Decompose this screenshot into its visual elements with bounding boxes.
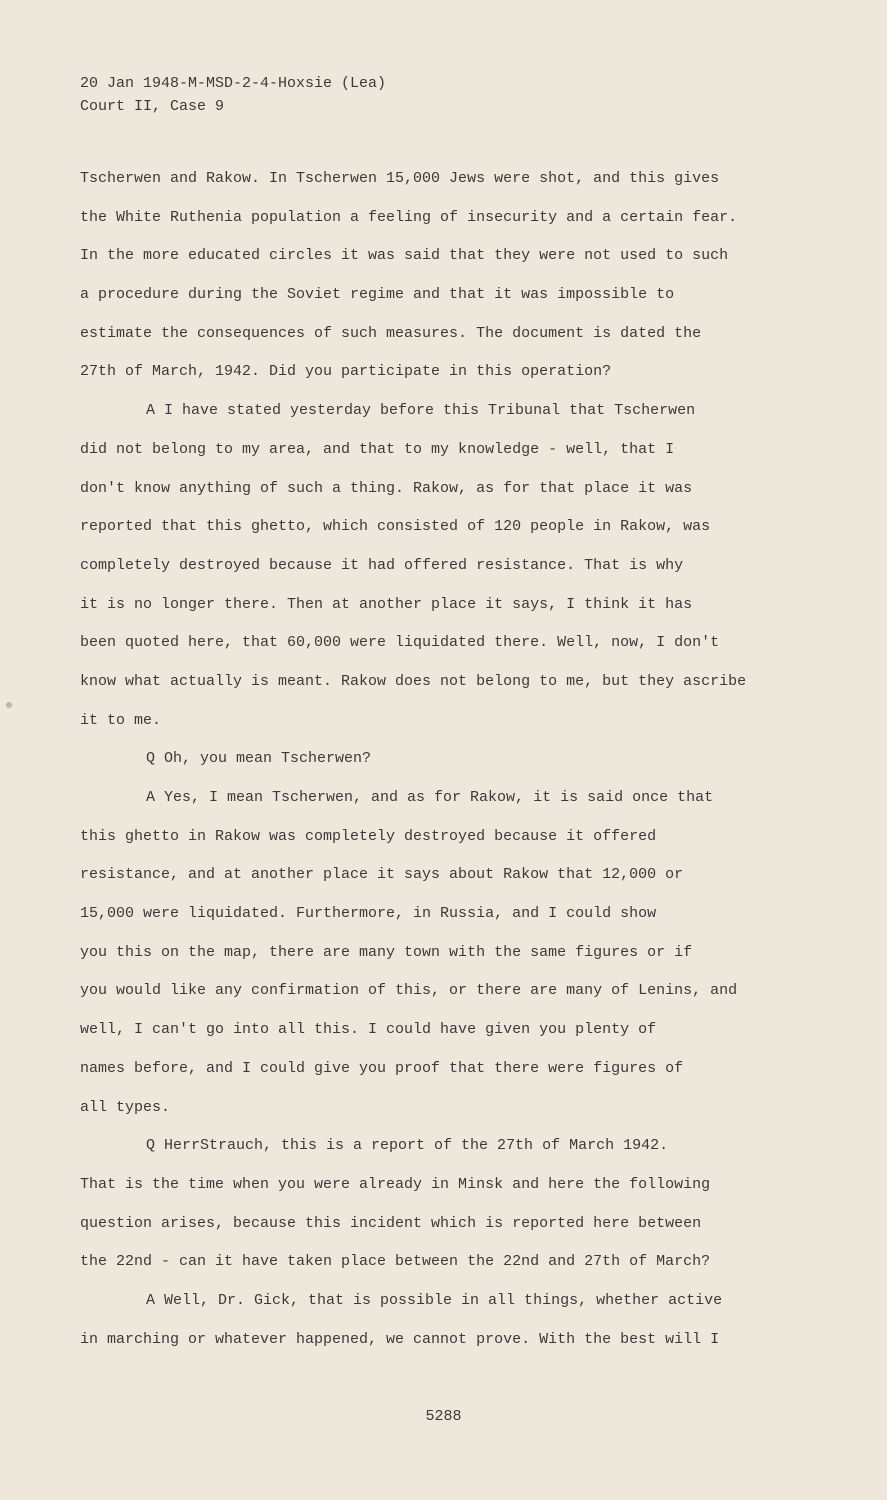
document-header: [80, 72, 386, 118]
transcript-line: been quoted here, that 60,000 were liquidated there. Well, now, I don't: [80, 634, 720, 652]
transcript-line: you would like any confirmation of this, or there are many of Lenins, and: [80, 982, 738, 1000]
transcript-line: a procedure during the Soviet regime and that it was impossible to: [80, 286, 675, 304]
transcript-line: A Yes, I mean Tscherwen, and as for Rakow, it is said once that: [146, 789, 714, 806]
transcript-line: completely destroyed because it had offered resistance. That is why: [80, 556, 684, 574]
transcript-line: don't know anything of such a thing. Rakow, as for that place it was: [80, 479, 693, 497]
transcript-line: it is no longer there. Then at another place it says, I think it has: [80, 595, 693, 613]
transcript-line: 15,000 were liquidated. Furthermore, in Russia, and I could show: [80, 905, 657, 923]
transcript-line: Q HerrStrauch, this is a report of the 27th of March 1942.: [146, 1137, 669, 1155]
binding-hole-mark: [6, 702, 12, 708]
transcript-line: A Well, Dr. Gick, that is possible in all things, whether active: [146, 1291, 723, 1309]
transcript-line: in marching or whatever happened, we cannot prove. With the best will I: [80, 1330, 720, 1348]
transcript-line: it to me.: [80, 711, 162, 729]
transcript-line: names before, and I could give you proof that there were figures of: [80, 1059, 684, 1077]
transcript-line: 27th of March, 1942. Did you participate in this operation?: [80, 363, 612, 381]
transcript-line: Tscherwen and Rakow. In Tscherwen 15,000 Jews were shot, and this gives: [80, 170, 720, 187]
transcript-line: the 22nd - can it have taken place between the 22nd and 27th of March?: [80, 1253, 711, 1271]
transcript-body: [80, 160, 820, 1359]
transcript-line: know what actually is meant. Rakow does not belong to me, but they ascribe: [80, 672, 747, 690]
transcript-line: That is the time when you were already in Minsk and here the following: [80, 1175, 711, 1193]
transcript-line: question arises, because this incident which is reported here between: [80, 1214, 702, 1232]
page-number: 5288: [425, 1408, 462, 1425]
transcript-line: resistance, and at another place it says about Rakow that 12,000 or: [80, 866, 684, 884]
transcript-line: estimate the consequences of such measures. The document is dated the: [80, 324, 702, 342]
transcript-line: well, I can't go into all this. I could have given you plenty of: [80, 1021, 657, 1039]
transcript-line: Q Oh, you mean Tscherwen?: [146, 750, 372, 768]
transcript-line: reported that this ghetto, which consisted of 120 people in Rakow, was: [80, 518, 711, 536]
transcript-line: did not belong to my area, and that to my knowledge - well, that I: [80, 440, 675, 458]
header-reference-line: 20 Jan 1948-M-MSD-2-4-Hoxsie (Lea): [80, 75, 387, 92]
transcript-line: the White Ruthenia population a feeling of insecurity and a certain fear.: [80, 208, 738, 226]
transcript-line: In the more educated circles it was said that they were not used to such: [80, 247, 729, 265]
header-court-line: Court II, Case 9: [80, 98, 225, 115]
transcript-line: you this on the map, there are many town with the same figures or if: [80, 943, 693, 961]
transcript-line: all types.: [80, 1098, 171, 1116]
transcript-line: A I have stated yesterday before this Tribunal that Tscherwen: [146, 402, 696, 420]
transcript-line: this ghetto in Rakow was completely destroyed because it offered: [80, 827, 657, 845]
